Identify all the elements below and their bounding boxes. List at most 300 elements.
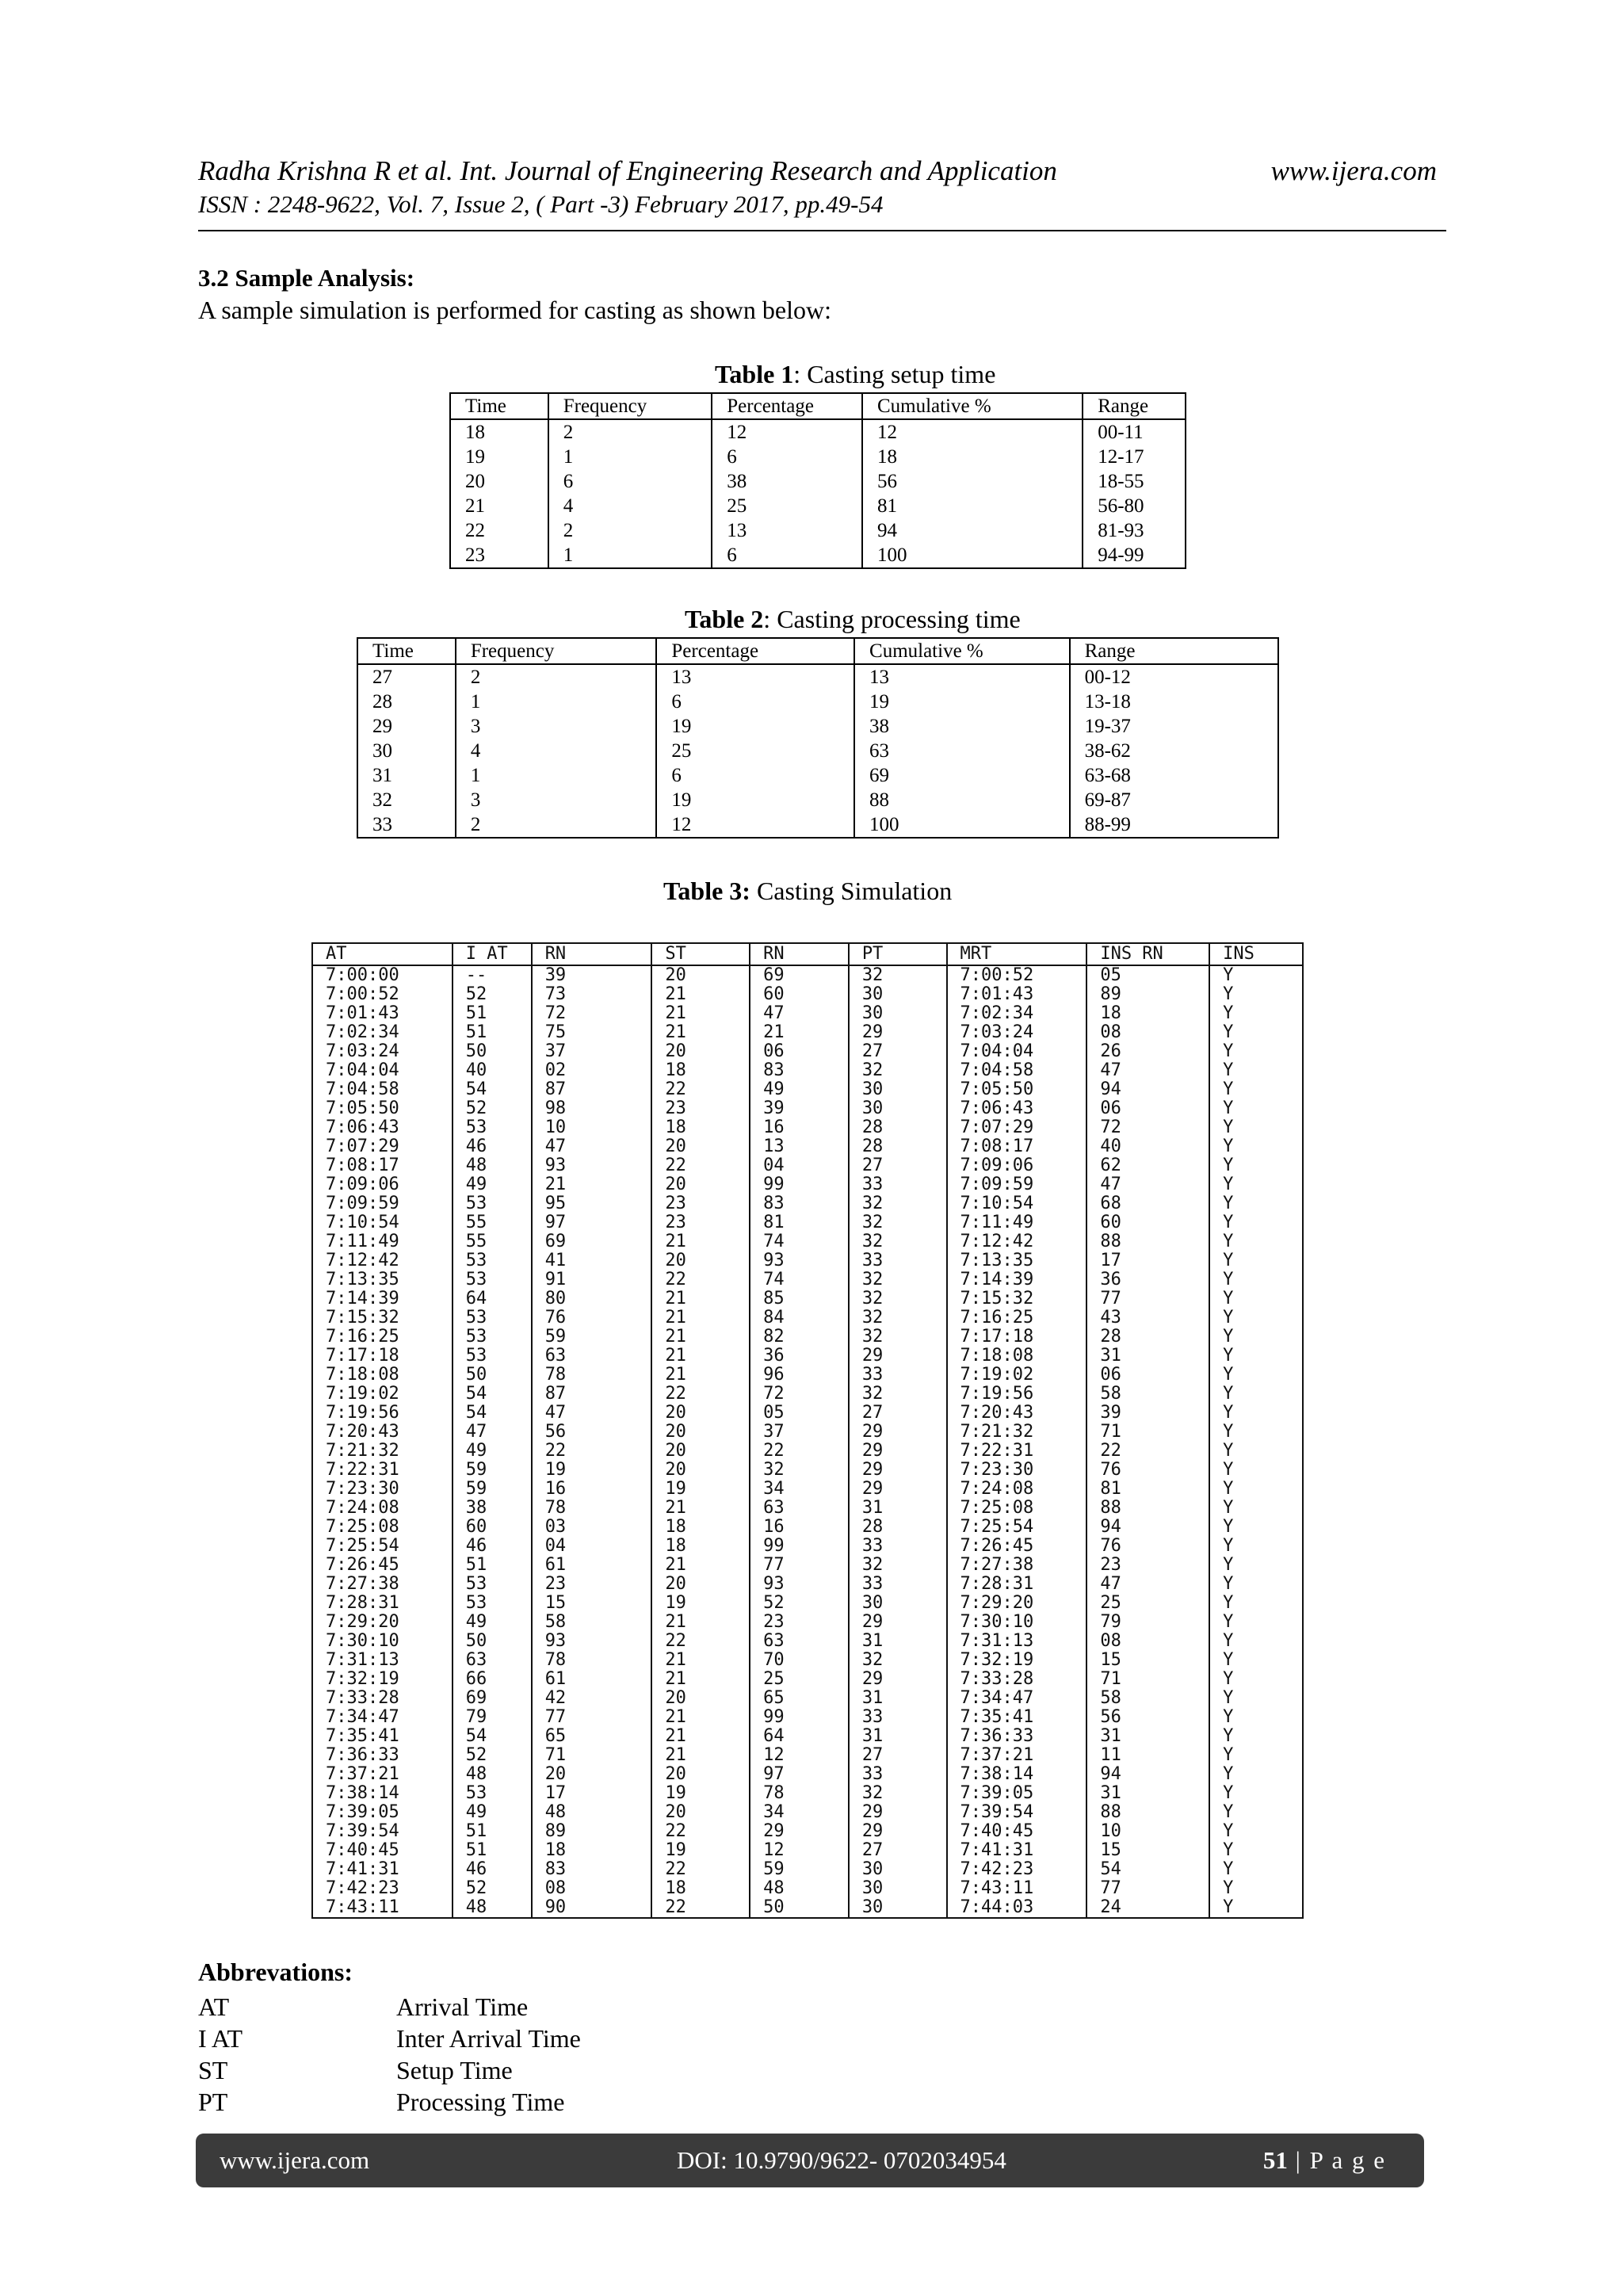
table-cell: Y <box>1209 965 1303 985</box>
table-cell: 7:29:20 <box>947 1594 1087 1613</box>
column-header: Range <box>1070 638 1278 664</box>
table-cell: 22 <box>651 1270 750 1289</box>
table-cell: 60 <box>750 985 849 1004</box>
table-cell: 4 <box>548 494 712 518</box>
table-cell: 94 <box>1086 1765 1209 1784</box>
section-intro-text: A sample simulation is performed for casting as shown below: <box>198 296 831 324</box>
table-cell: 15 <box>532 1594 652 1613</box>
table-cell: 76 <box>1086 1461 1209 1480</box>
table-cell: 23 <box>651 1213 750 1232</box>
table-row <box>312 1727 1303 1746</box>
table-cell: 33 <box>849 1175 947 1194</box>
table-cell: 55 <box>453 1213 532 1232</box>
table-cell: 27 <box>849 1042 947 1061</box>
table-cell: 26 <box>1086 1042 1209 1061</box>
table-cell: 18 <box>450 419 548 445</box>
table-cell: 7:16:25 <box>312 1328 453 1347</box>
table-cell: 71 <box>1086 1423 1209 1442</box>
table-cell: 56 <box>862 469 1083 494</box>
table-cell: 75 <box>532 1023 652 1042</box>
table-row <box>357 690 1278 714</box>
table-cell: 7:12:42 <box>312 1251 453 1270</box>
table-cell: 7:26:45 <box>947 1537 1087 1556</box>
table-cell: 20 <box>651 1765 750 1784</box>
abbreviation-term: I AT <box>198 2024 242 2053</box>
table-cell: 94 <box>1086 1080 1209 1099</box>
table-cell: 7:42:23 <box>312 1879 453 1898</box>
table-cell: 69 <box>854 763 1070 788</box>
table-row <box>312 985 1303 1004</box>
table-cell: 7:24:08 <box>312 1499 453 1518</box>
table-cell: Y <box>1209 1803 1303 1822</box>
table-cell: 69 <box>453 1689 532 1708</box>
table-cell: 63 <box>750 1499 849 1518</box>
table-cell: 32 <box>849 965 947 985</box>
column-header: Frequency <box>456 638 657 664</box>
table-cell: 47 <box>532 1137 652 1156</box>
table-cell: 11 <box>1086 1746 1209 1765</box>
table-cell: 22 <box>532 1442 652 1461</box>
table-row <box>312 1803 1303 1822</box>
table-row <box>312 1784 1303 1803</box>
table-row <box>357 714 1278 739</box>
table-cell: 48 <box>453 1898 532 1918</box>
table-cell: 71 <box>532 1746 652 1765</box>
table-cell: 47 <box>1086 1575 1209 1594</box>
table-cell: 7:07:29 <box>312 1137 453 1156</box>
table-cell: Y <box>1209 1004 1303 1023</box>
table-cell: 04 <box>750 1156 849 1175</box>
table-cell: 66 <box>453 1670 532 1689</box>
table-cell: 53 <box>453 1251 532 1270</box>
table-cell: 7:10:54 <box>947 1194 1087 1213</box>
table-cell: 17 <box>532 1784 652 1803</box>
table-cell: 2 <box>456 664 657 690</box>
table-row <box>450 469 1186 494</box>
table-row <box>312 1347 1303 1366</box>
table-cell: 29 <box>849 1670 947 1689</box>
table-row <box>312 1042 1303 1061</box>
table-cell: 95 <box>532 1194 652 1213</box>
table-row <box>312 1556 1303 1575</box>
abbreviation-item <box>198 2023 753 2054</box>
table-cell: 23 <box>1086 1556 1209 1575</box>
table-cell: 7:16:25 <box>947 1308 1087 1328</box>
table-cell: 63 <box>453 1651 532 1670</box>
table-cell: 7:41:31 <box>312 1860 453 1879</box>
table-cell: 48 <box>453 1156 532 1175</box>
table-cell: 53 <box>453 1118 532 1137</box>
table-cell: 7:22:31 <box>947 1442 1087 1461</box>
table-cell: 19-37 <box>1070 714 1278 739</box>
table-cell: 32 <box>849 1308 947 1328</box>
table-cell: 71 <box>1086 1670 1209 1689</box>
table-cell: 91 <box>532 1270 652 1289</box>
table-cell: 40 <box>1086 1137 1209 1156</box>
table-cell: 7:14:39 <box>312 1289 453 1308</box>
table-cell: 78 <box>750 1784 849 1803</box>
table-cell: 32 <box>849 1651 947 1670</box>
table-row <box>312 1613 1303 1632</box>
table-cell: 49 <box>453 1803 532 1822</box>
table-cell: 29 <box>849 1461 947 1480</box>
table-cell: 20 <box>651 1461 750 1480</box>
table-cell: Y <box>1209 1746 1303 1765</box>
table-cell: 08 <box>1086 1632 1209 1651</box>
table-cell: 7:03:24 <box>312 1042 453 1061</box>
table-cell: 21 <box>651 1670 750 1689</box>
table-row <box>312 1061 1303 1080</box>
table-cell: 6 <box>712 543 862 568</box>
table-cell: 78 <box>532 1366 652 1385</box>
table-cell: 7:37:21 <box>947 1746 1087 1765</box>
column-header: Cumulative % <box>862 393 1083 419</box>
table-cell: 16 <box>750 1518 849 1537</box>
column-header: RN <box>532 943 652 965</box>
table-cell: 47 <box>532 1404 652 1423</box>
table-cell: 60 <box>1086 1213 1209 1232</box>
table-row <box>312 1328 1303 1347</box>
abbreviations-heading: Abbrevations: <box>198 1958 353 1986</box>
table-cell: 73 <box>532 985 652 1004</box>
table-cell: 31 <box>849 1632 947 1651</box>
table-cell: 7:33:28 <box>312 1689 453 1708</box>
table-row <box>357 763 1278 788</box>
table-cell: 69-87 <box>1070 788 1278 812</box>
table-cell: 7:03:24 <box>947 1023 1087 1042</box>
table-cell: 46 <box>453 1537 532 1556</box>
table-cell: 32 <box>849 1289 947 1308</box>
table-cell: 63 <box>750 1632 849 1651</box>
table-row <box>312 1594 1303 1613</box>
table-cell: 7:15:32 <box>312 1308 453 1328</box>
table-cell: 7:13:35 <box>312 1270 453 1289</box>
table-row <box>312 1175 1303 1194</box>
table-cell: 19 <box>532 1461 652 1480</box>
table-cell: Y <box>1209 1670 1303 1689</box>
table-cell: 21 <box>651 1366 750 1385</box>
table-cell: 7:17:18 <box>947 1328 1087 1347</box>
table-cell: 58 <box>1086 1689 1209 1708</box>
table-cell: 59 <box>532 1328 652 1347</box>
table-cell: 28 <box>849 1137 947 1156</box>
table-cell: 94 <box>862 518 1083 543</box>
table-cell: 79 <box>1086 1613 1209 1632</box>
table-cell: 6 <box>656 763 854 788</box>
table-cell: 21 <box>651 1651 750 1670</box>
table-cell: 29 <box>750 1822 849 1841</box>
table-cell: 10 <box>1086 1822 1209 1841</box>
table-cell: 19 <box>651 1841 750 1860</box>
table-cell: Y <box>1209 1689 1303 1708</box>
table-row <box>312 1689 1303 1708</box>
table-row <box>312 1537 1303 1556</box>
table-cell: Y <box>1209 1099 1303 1118</box>
table-row <box>312 1898 1303 1918</box>
table-cell: 02 <box>532 1061 652 1080</box>
table-cell: 93 <box>532 1632 652 1651</box>
table-row <box>312 1423 1303 1442</box>
table-cell: 7:20:43 <box>312 1423 453 1442</box>
table-cell: 50 <box>750 1898 849 1918</box>
table-cell: 90 <box>532 1898 652 1918</box>
table-row <box>312 1080 1303 1099</box>
abbreviation-term: AT <box>198 1992 230 2021</box>
table-row <box>357 788 1278 812</box>
table-cell: Y <box>1209 1727 1303 1746</box>
abbreviation-meaning: Inter Arrival Time <box>396 2024 581 2053</box>
table-cell: 100 <box>854 812 1070 838</box>
column-header: ST <box>651 943 750 965</box>
table-cell: 7:44:03 <box>947 1898 1087 1918</box>
table-cell: 51 <box>453 1822 532 1841</box>
column-header: PT <box>849 943 947 965</box>
table-cell: 34 <box>750 1803 849 1822</box>
table-cell: 7:09:59 <box>312 1194 453 1213</box>
table-cell: 32 <box>849 1270 947 1289</box>
table-row <box>312 1651 1303 1670</box>
column-header: Cumulative % <box>854 638 1070 664</box>
table-cell: 06 <box>1086 1366 1209 1385</box>
table2-caption <box>685 605 1021 634</box>
table-row <box>312 1765 1303 1784</box>
table-cell: 7:30:10 <box>312 1632 453 1651</box>
abbreviation-item <box>198 2086 753 2118</box>
table-cell: Y <box>1209 1879 1303 1898</box>
table-cell: Y <box>1209 1784 1303 1803</box>
table-cell: Y <box>1209 1251 1303 1270</box>
table-cell: 7:21:32 <box>312 1442 453 1461</box>
footer-website-link[interactable]: www.ijera.com <box>220 2146 370 2174</box>
table-cell: 7:39:54 <box>312 1822 453 1841</box>
table-cell: 21 <box>651 1023 750 1042</box>
table-cell: 12 <box>750 1841 849 1860</box>
table-cell: 30 <box>849 1879 947 1898</box>
table-cell: 7:02:34 <box>312 1023 453 1042</box>
table-cell: 89 <box>532 1822 652 1841</box>
table-cell: 56 <box>1086 1708 1209 1727</box>
table-cell: 12 <box>712 419 862 445</box>
table-cell: 36 <box>1086 1270 1209 1289</box>
table-cell: 18 <box>862 445 1083 469</box>
table-cell: 49 <box>453 1613 532 1632</box>
table-cell: 7:32:19 <box>312 1670 453 1689</box>
table-cell: 7:29:20 <box>312 1613 453 1632</box>
table-cell: 7:15:32 <box>947 1289 1087 1308</box>
table-cell: Y <box>1209 1442 1303 1461</box>
table-cell: 32 <box>750 1461 849 1480</box>
table-cell: 04 <box>532 1537 652 1556</box>
table-cell: 47 <box>1086 1175 1209 1194</box>
table-cell: 19 <box>651 1480 750 1499</box>
table-cell: 23 <box>532 1575 652 1594</box>
table-cell: Y <box>1209 1518 1303 1537</box>
table-cell: 7:11:49 <box>312 1232 453 1251</box>
table-cell: 54 <box>453 1385 532 1404</box>
table-cell: Y <box>1209 1061 1303 1080</box>
table-cell: Y <box>1209 1499 1303 1518</box>
table-cell: 49 <box>750 1080 849 1099</box>
table-cell: 29 <box>849 1347 947 1366</box>
table-cell: 18 <box>651 1879 750 1898</box>
table-cell: 30 <box>849 1080 947 1099</box>
table-cell: 7:09:59 <box>947 1175 1087 1194</box>
table-cell: 100 <box>862 543 1083 568</box>
table-cell: 81 <box>862 494 1083 518</box>
table-cell: 32 <box>849 1061 947 1080</box>
table-cell: 7:19:02 <box>947 1366 1087 1385</box>
table-cell: 19 <box>656 714 854 739</box>
table-cell: 30 <box>849 1594 947 1613</box>
table-cell: 52 <box>453 985 532 1004</box>
table-cell: 7:09:06 <box>947 1156 1087 1175</box>
table-cell: 93 <box>532 1156 652 1175</box>
table-cell: 7:18:08 <box>947 1347 1087 1366</box>
table-row <box>312 1575 1303 1594</box>
table-cell: Y <box>1209 1328 1303 1347</box>
table-cell: 74 <box>750 1232 849 1251</box>
table-cell: 7:22:31 <box>312 1461 453 1480</box>
table-cell: 21 <box>651 1289 750 1308</box>
table-row <box>312 1366 1303 1385</box>
table-cell: 31 <box>357 763 456 788</box>
table-cell: 99 <box>750 1708 849 1727</box>
journal-citation: Radha Krishna R et al. Int. Journal of Engineering Research and Application <box>198 155 1057 186</box>
table-cell: 59 <box>750 1860 849 1879</box>
table-cell: 7:08:17 <box>312 1156 453 1175</box>
table-cell: 23 <box>450 543 548 568</box>
table-row <box>312 1270 1303 1289</box>
table-cell: 65 <box>750 1689 849 1708</box>
column-header: I AT <box>453 943 532 965</box>
table-cell: 88 <box>854 788 1070 812</box>
table-cell: 38 <box>854 714 1070 739</box>
table-cell: 79 <box>453 1708 532 1727</box>
table-cell: 18 <box>1086 1004 1209 1023</box>
table-cell: 05 <box>750 1404 849 1423</box>
column-header: Percentage <box>712 393 862 419</box>
table-cell: 83 <box>532 1860 652 1879</box>
table-cell: 7:06:43 <box>947 1099 1087 1118</box>
footer-doi: DOI: 10.9790/9622- 0702034954 <box>677 2146 1006 2174</box>
table-cell: 15 <box>1086 1651 1209 1670</box>
table-cell: 28 <box>357 690 456 714</box>
table-row <box>312 1289 1303 1308</box>
table-row <box>450 494 1186 518</box>
table-cell: 21 <box>651 1746 750 1765</box>
table-cell: 60 <box>453 1518 532 1537</box>
table-cell: 19 <box>651 1594 750 1613</box>
table-cell: 7:19:56 <box>312 1404 453 1423</box>
table-cell: 22 <box>651 1385 750 1404</box>
table-cell: 13-18 <box>1070 690 1278 714</box>
table-cell: 3 <box>456 714 657 739</box>
table-cell: 7:21:32 <box>947 1423 1087 1442</box>
table-cell: 7:33:28 <box>947 1670 1087 1689</box>
table-cell: 36 <box>750 1347 849 1366</box>
column-header: Frequency <box>548 393 712 419</box>
table-cell: 74 <box>750 1270 849 1289</box>
table-cell: 20 <box>651 1423 750 1442</box>
table-cell: 21 <box>651 1727 750 1746</box>
table-cell: 22 <box>651 1898 750 1918</box>
table-cell: 7:18:08 <box>312 1366 453 1385</box>
table-cell: 52 <box>453 1099 532 1118</box>
table-cell: 29 <box>357 714 456 739</box>
table-cell: 1 <box>456 763 657 788</box>
table-cell: 7:31:13 <box>312 1651 453 1670</box>
column-header: INS <box>1209 943 1303 965</box>
table-cell: 50 <box>453 1042 532 1061</box>
table-cell: 21 <box>750 1023 849 1042</box>
table-cell: 21 <box>651 1708 750 1727</box>
table-cell: 7:17:18 <box>312 1347 453 1366</box>
table-header-row <box>312 943 1303 965</box>
table-row <box>312 1118 1303 1137</box>
table-cell: 77 <box>1086 1879 1209 1898</box>
table-cell: 88 <box>1086 1499 1209 1518</box>
table-cell: 7:05:50 <box>312 1099 453 1118</box>
table-cell: 7:38:14 <box>947 1765 1087 1784</box>
table-row <box>450 445 1186 469</box>
table-cell: 12 <box>862 419 1083 445</box>
table-cell: 51 <box>453 1023 532 1042</box>
table-row <box>312 1137 1303 1156</box>
table-cell: 62 <box>1086 1156 1209 1175</box>
table-cell: 37 <box>750 1423 849 1442</box>
table-cell: 93 <box>750 1575 849 1594</box>
abbreviation-item <box>198 2054 753 2086</box>
table-cell: 7:42:23 <box>947 1860 1087 1879</box>
table-cell: 54 <box>1086 1860 1209 1879</box>
table-cell: 61 <box>532 1556 652 1575</box>
table2-caption-text: : Casting processing time <box>763 605 1021 633</box>
table-cell: 41 <box>532 1251 652 1270</box>
table-cell: 7:40:45 <box>312 1841 453 1860</box>
table-cell: 48 <box>532 1803 652 1822</box>
column-header: Time <box>450 393 548 419</box>
table-cell: 31 <box>1086 1784 1209 1803</box>
running-header <box>198 152 1446 231</box>
table-cell: 43 <box>1086 1308 1209 1328</box>
table-cell: 7:19:02 <box>312 1385 453 1404</box>
table-row <box>312 1670 1303 1689</box>
table-cell: 38 <box>712 469 862 494</box>
table-cell: Y <box>1209 1461 1303 1480</box>
table-cell: 25 <box>656 739 854 763</box>
table3-caption-label: Table 3: <box>663 877 750 905</box>
table-cell: 7:04:04 <box>312 1061 453 1080</box>
table-cell: 10 <box>532 1118 652 1137</box>
table-cell: Y <box>1209 1308 1303 1328</box>
table-cell: 20 <box>651 965 750 985</box>
table-cell: 31 <box>1086 1727 1209 1746</box>
table-cell: 7:25:08 <box>947 1499 1087 1518</box>
column-header: MRT <box>947 943 1087 965</box>
table-cell: 77 <box>1086 1289 1209 1308</box>
table-row <box>312 1194 1303 1213</box>
table-cell: Y <box>1209 1347 1303 1366</box>
table-cell: 47 <box>453 1423 532 1442</box>
table-cell: 33 <box>849 1708 947 1727</box>
header-website-link[interactable]: www.ijera.com <box>1270 155 1437 186</box>
table-cell: 7:40:45 <box>947 1822 1087 1841</box>
table-cell: Y <box>1209 1137 1303 1156</box>
table-cell: 72 <box>750 1385 849 1404</box>
table1-caption-text: : Casting setup time <box>793 360 996 388</box>
table-cell: 78 <box>532 1651 652 1670</box>
table-cell: 87 <box>532 1385 652 1404</box>
